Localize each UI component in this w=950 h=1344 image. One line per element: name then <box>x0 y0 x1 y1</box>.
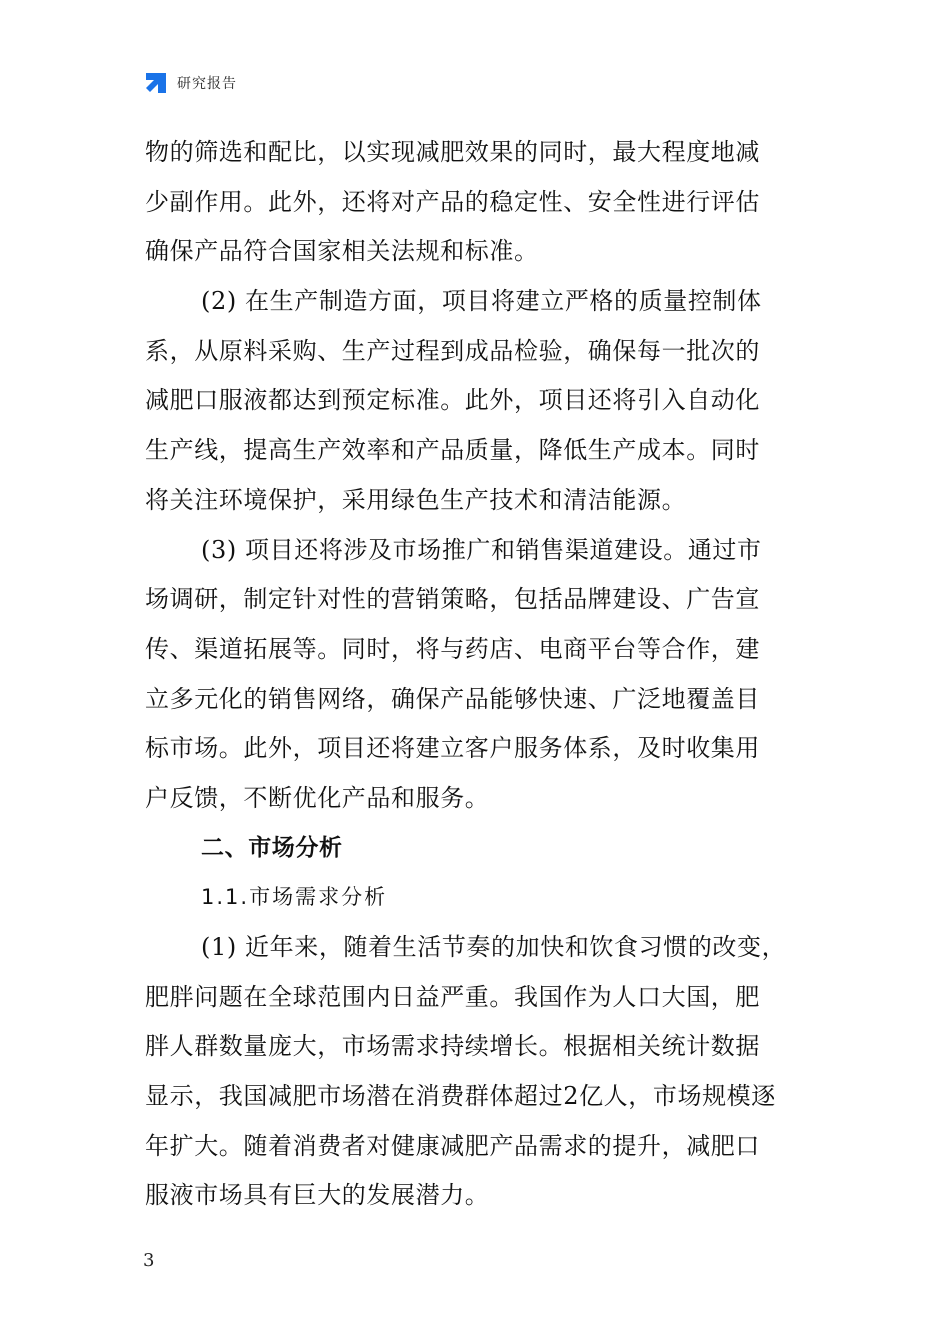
text-line: 系，从原料采购、生产过程到成品检验，确保每一批次的 <box>145 336 760 365</box>
text-line: 肥胖问题在全球范围内日益严重。我国作为人口大国，肥 <box>145 982 760 1011</box>
report-header <box>143 70 237 96</box>
text-line: 场调研，制定针对性的营销策略，包括品牌建设、广告宣 <box>145 585 760 614</box>
paragraph-start-line: (2) 在生产制造方面，项目将建立严格的质量控制体 <box>201 287 762 316</box>
document-body <box>145 128 815 1221</box>
arrow-up-right-icon <box>143 70 169 96</box>
text-line: 生产线，提高生产效率和产品质量，降低生产成本。同时 <box>145 436 760 465</box>
text-line: 户反馈，不断优化产品和服务。 <box>145 783 490 812</box>
text-line: 将关注环境保护，采用绿色生产技术和清洁能源。 <box>145 485 687 514</box>
text-line: 确保产品符合国家相关法规和标准。 <box>145 237 539 266</box>
subsection-heading: 1.1.市场需求分析 <box>201 885 388 910</box>
text-line: 立多元化的销售网络，确保产品能够快速、广泛地覆盖目 <box>145 684 760 713</box>
text-line: 年扩大。随着消费者对健康减肥产品需求的提升，减肥口 <box>145 1131 760 1160</box>
header-title: 研究报告 <box>177 76 237 92</box>
text-line: 服液市场具有巨大的发展潜力。 <box>145 1181 490 1210</box>
text-line: 传、渠道拓展等。同时，将与药店、电商平台等合作，建 <box>145 634 760 663</box>
paragraph-start-line: (3) 项目还将涉及市场推广和销售渠道建设。通过市 <box>201 535 762 564</box>
text-line: 显示，我国减肥市场潜在消费群体超过2亿人，市场规模逐 <box>145 1082 776 1111</box>
text-line: 胖人群数量庞大，市场需求持续增长。根据相关统计数据 <box>145 1032 760 1061</box>
text-line: 标市场。此外，项目还将建立客户服务体系，及时收集用 <box>145 734 760 763</box>
paragraph-start-line: (1) 近年来，随着生活节奏的加快和饮食习惯的改变， <box>201 933 787 961</box>
section-heading: 二、市场分析 <box>201 834 343 861</box>
page-number: 3 <box>143 1250 155 1271</box>
text-line: 少副作用。此外，还将对产品的稳定性、安全性进行评估 <box>145 187 760 216</box>
text-line: 物的筛选和配比，以实现减肥效果的同时，最大程度地减 <box>145 138 760 166</box>
text-line: 减肥口服液都达到预定标准。此外，项目还将引入自动化 <box>145 386 760 415</box>
